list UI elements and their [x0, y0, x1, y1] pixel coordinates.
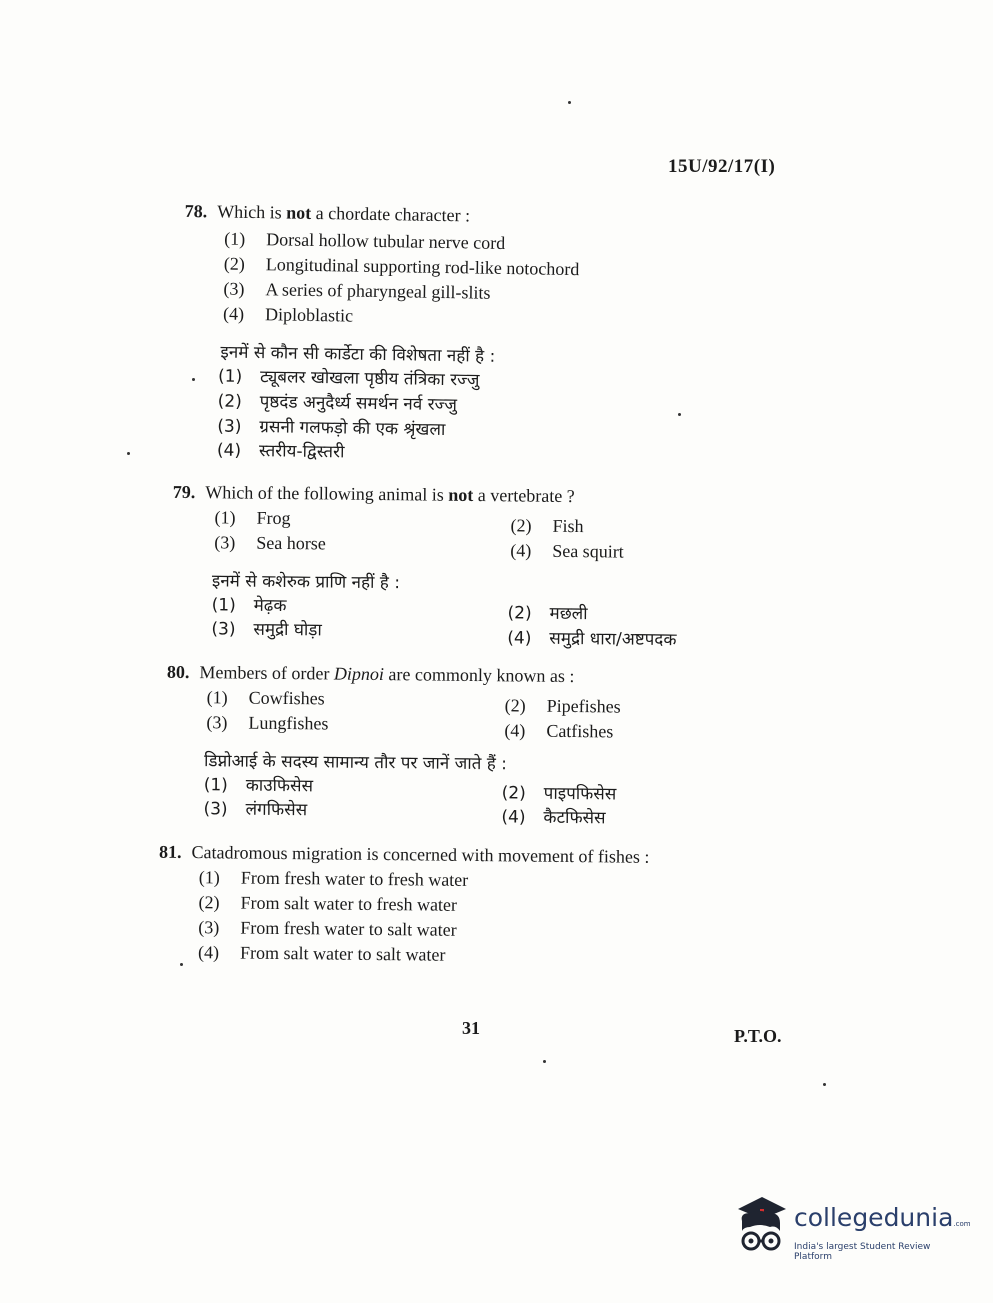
scan-speck: [823, 1083, 826, 1086]
question-number: 78.: [184, 200, 208, 222]
option-number: (2): [501, 783, 526, 804]
option-number: (3): [198, 917, 220, 938]
collegedunia-logo[interactable]: [730, 1195, 970, 1265]
hindi-option: [204, 772, 314, 796]
option-number: (4): [510, 540, 532, 561]
option-text: Diploblastic: [264, 304, 354, 326]
option-number: (1): [206, 687, 228, 708]
option-number: (4): [504, 720, 526, 741]
hindi-option: [501, 804, 605, 828]
exam-code: 15U/92/17(I): [668, 156, 776, 177]
option-text: स्तरीय-द्विस्तरी: [258, 441, 345, 463]
hindi-option: [217, 413, 445, 440]
question-78-text: [185, 201, 471, 226]
question-text: a vertebrate ?: [473, 484, 575, 507]
option-number: (2): [504, 695, 526, 716]
scan-speck: [180, 963, 183, 966]
pto-label: P.T.O.: [734, 1026, 782, 1046]
option-text: Frog: [256, 507, 291, 529]
option-text: From salt water to salt water: [239, 942, 446, 965]
option-text: A series of pharyngeal gill-slits: [265, 279, 491, 303]
logo-wordmark: [794, 1203, 971, 1232]
logo-com: .com: [953, 1220, 971, 1228]
option: [223, 279, 490, 304]
question-text: Which of the following animal is: [205, 482, 449, 505]
option-number: (2): [217, 391, 242, 412]
question-number: 81.: [158, 841, 182, 862]
option: [510, 515, 583, 537]
taxon-name: Dipnoi: [333, 663, 385, 685]
emphasis: not: [448, 484, 474, 505]
question-number: 80.: [166, 661, 190, 683]
option-text: काउफिसेस: [245, 775, 314, 797]
hindi-option: [218, 363, 480, 390]
option-number: (1): [214, 507, 236, 528]
option-number: (3): [223, 278, 245, 299]
option-text: Lungfishes: [248, 712, 329, 734]
hindi-question-text: इनमें से कौन सी कार्डेटा की विशेषता नहीं है :: [220, 342, 496, 367]
option-text: समुद्री घोड़ा: [253, 619, 322, 641]
option-number: (3): [203, 799, 228, 820]
option-text: मेढ़क: [253, 595, 287, 617]
option-text: ग्रसनी गलफड़ो की एक श्रृंखला: [259, 417, 446, 441]
question-text: Members of order: [199, 662, 335, 684]
option: [198, 892, 457, 916]
option-text: From fresh water to fresh water: [240, 867, 469, 890]
option-number: (1): [203, 775, 228, 796]
option: [207, 687, 325, 709]
scan-speck: [192, 378, 195, 381]
scan-speck: [127, 452, 130, 455]
option: [223, 304, 353, 327]
option-number: (3): [206, 712, 228, 733]
option: [198, 942, 446, 966]
option-number: (4): [222, 303, 245, 324]
option-text: लंगफिसेस: [245, 799, 308, 821]
option-text: Sea horse: [256, 532, 326, 554]
logo-name: collegedunia: [794, 1203, 954, 1232]
question-80-text: [167, 662, 575, 687]
question-text: a chordate character :: [311, 202, 471, 226]
option-number: (3): [211, 619, 236, 640]
option: [214, 532, 326, 554]
emphasis: not: [286, 202, 312, 223]
option-number: (4): [507, 628, 532, 649]
hindi-option: [212, 592, 287, 616]
question-81-text: [159, 842, 650, 868]
option-text: मछली: [549, 603, 588, 625]
option: [206, 712, 328, 734]
option-text: ट्यूबलर खोखला पृष्ठीय तंत्रिका रज्जु: [259, 367, 480, 391]
option-text: Dorsal hollow tubular nerve cord: [266, 229, 506, 253]
scan-speck: [678, 413, 681, 416]
option-text: Catfishes: [546, 720, 614, 742]
option-number: (1): [217, 366, 243, 387]
option-number: (2): [198, 892, 220, 913]
option: [505, 695, 621, 717]
option: [198, 917, 457, 941]
option: [214, 507, 290, 529]
question-text: Which is: [217, 201, 287, 223]
hindi-option: [502, 780, 617, 804]
question-number: 79.: [172, 481, 196, 503]
option-text: From fresh water to salt water: [240, 917, 457, 940]
logo-tagline: India's largest Student Review Platform: [794, 1242, 931, 1262]
option-text: Fish: [552, 515, 584, 537]
option-text: Pipefishes: [546, 695, 621, 717]
hindi-option: [507, 625, 676, 650]
scan-speck: [568, 101, 571, 104]
question-text: Catadromous migration is concerned with movement of fishes :: [191, 842, 650, 867]
hindi-option: [211, 616, 322, 640]
hindi-question-text: इनमें से कशेरुक प्राणि नहीं है :: [211, 571, 401, 594]
option-text: Cowfishes: [248, 687, 325, 709]
option-text: पृष्ठदंड अनुदैर्ध्य समर्थन नर्व रज्जु: [259, 392, 458, 416]
option-number: (4): [216, 440, 242, 461]
option-number: (2): [510, 515, 532, 536]
option-text: समुद्री धारा/अष्टपदक: [549, 628, 677, 651]
hindi-option: [218, 388, 458, 415]
option-number: (1): [198, 867, 220, 888]
mascot-icon: [730, 1195, 792, 1263]
option-number: (1): [211, 595, 236, 616]
hindi-option: [508, 600, 588, 624]
option-number: (3): [214, 532, 236, 553]
option-number: (1): [224, 228, 246, 249]
option-number: (2): [223, 253, 246, 274]
option-number: (2): [507, 603, 532, 624]
question-79-text: [173, 482, 575, 507]
option-text: From salt water to fresh water: [240, 892, 458, 915]
hindi-option: [217, 437, 345, 462]
scan-speck: [543, 1060, 546, 1063]
question-text: are commonly known as :: [383, 664, 575, 687]
option-text: Longitudinal supporting rod-like notochord: [265, 254, 580, 280]
option-number: (4): [501, 807, 526, 828]
option-text: Sea squirt: [552, 540, 624, 562]
option: [224, 254, 580, 281]
option: [510, 540, 624, 562]
option-number: (4): [197, 942, 220, 963]
option-text: कैटफिसेस: [543, 807, 606, 829]
hindi-option: [203, 796, 307, 820]
option: [224, 229, 505, 254]
page-number: 31: [462, 1018, 480, 1038]
option: [199, 867, 469, 891]
hindi-question-text: डिप्नोआई के सदस्य सामान्य तौर पर जानें जाते हैं :: [203, 751, 508, 775]
option-text: पाइपफिसेस: [543, 783, 617, 805]
option: [504, 720, 613, 742]
option-number: (3): [217, 416, 242, 437]
